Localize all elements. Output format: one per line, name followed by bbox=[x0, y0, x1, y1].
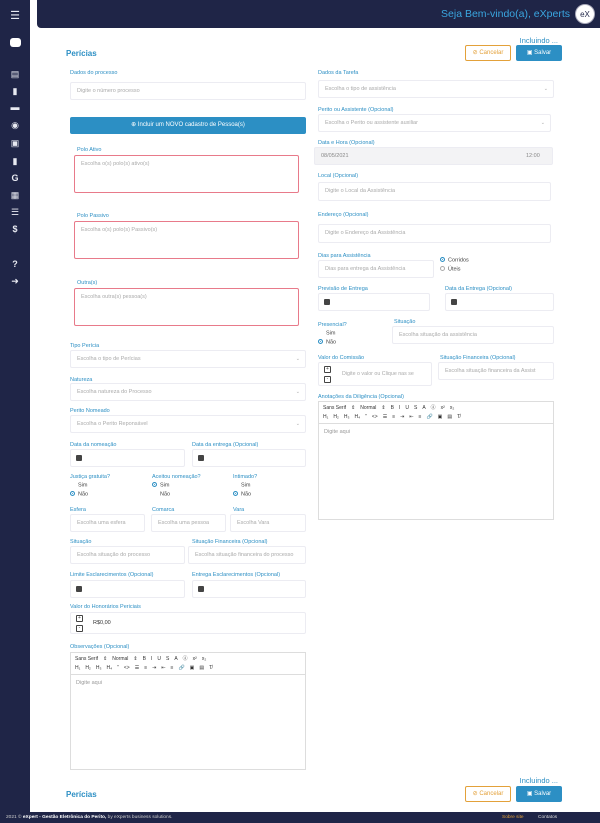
google-icon[interactable]: G bbox=[11, 173, 19, 183]
entrega-esclarecimentos-input[interactable] bbox=[192, 580, 306, 598]
esfera-label: Esfera bbox=[70, 507, 86, 513]
radio-icon bbox=[233, 491, 238, 496]
indent-icon[interactable]: ⇥ bbox=[400, 414, 405, 420]
intimado-nao-radio[interactable] bbox=[233, 491, 251, 498]
tipo-assistencia-select[interactable] bbox=[318, 80, 554, 98]
editor-toolbar: Sans Serif ⇕ Normal ⇕ B I U S A Ⓐ x² x₂ H₁ H₂ H₃ H₄ ” <> ☰ ≡ ⇥ ⇤ ≡ 🔗 ▣ ▤ T̸ bbox=[319, 402, 553, 424]
page-title-bottom: Perícias bbox=[66, 790, 97, 799]
subscript-icon[interactable]: x₂ bbox=[449, 405, 455, 411]
bold-icon[interactable]: B bbox=[142, 656, 146, 662]
local-label: Local (Opcional) bbox=[318, 173, 359, 179]
font-select[interactable]: Sans Serif bbox=[75, 656, 99, 662]
dias-assistencia-input[interactable]: Dias para entrega da Assistência bbox=[318, 260, 434, 278]
calendar-icon bbox=[198, 455, 204, 461]
increment-icon[interactable]: + bbox=[324, 366, 331, 373]
editor-placeholder: Digite aqui bbox=[76, 680, 102, 686]
outras-label: Outra(s) bbox=[77, 280, 98, 286]
book-icon[interactable]: ▮ bbox=[12, 86, 18, 96]
decrement-icon[interactable]: - bbox=[324, 376, 331, 383]
honorarios-input[interactable] bbox=[70, 612, 306, 634]
strike-icon[interactable]: S bbox=[413, 405, 418, 411]
dados-tarefa-label: Dados da Tarefa bbox=[318, 70, 359, 76]
comarca-label: Comarca bbox=[152, 507, 175, 513]
quote-icon[interactable]: ” bbox=[117, 665, 119, 671]
calendar-icon[interactable]: ▣ bbox=[10, 138, 20, 148]
endereco-input[interactable]: Digite o Endereço da Assistência bbox=[318, 224, 551, 243]
chart-icon[interactable]: ▤ bbox=[10, 69, 20, 79]
data-entrega-assist-input[interactable] bbox=[445, 293, 554, 311]
anotacoes-editor[interactable] bbox=[318, 401, 554, 520]
radio-label: Sim bbox=[326, 330, 336, 337]
data-entrega-assist-label: Data da Entrega (Opcional) bbox=[445, 286, 512, 292]
footer-year: 2021 © bbox=[6, 815, 22, 820]
tipo-pericia-select[interactable] bbox=[70, 350, 306, 368]
status-text: Incluindo ... bbox=[519, 36, 558, 45]
link-icon[interactable]: 🔗 bbox=[178, 665, 185, 671]
radio-label: Não bbox=[160, 491, 171, 498]
code-icon[interactable]: <> bbox=[371, 414, 378, 420]
intimado-sim-radio[interactable] bbox=[233, 482, 250, 489]
radio-label: Não bbox=[241, 491, 252, 498]
justica-gratuita-label: Justiça gratuita? bbox=[70, 474, 111, 480]
image-icon[interactable]: ▣ bbox=[437, 414, 443, 420]
aceitou-sim-radio[interactable] bbox=[152, 482, 169, 489]
radio-label: Sim bbox=[78, 482, 88, 489]
color-icon[interactable]: A bbox=[174, 656, 178, 662]
list-icon[interactable]: ☰ bbox=[10, 207, 20, 217]
limite-esclarecimentos-input[interactable] bbox=[70, 580, 185, 598]
data-hora-label: Data e Hora (Opcional) bbox=[318, 140, 375, 146]
dias-assistencia-label: Dias para Assistência bbox=[318, 253, 371, 259]
editor-placeholder: Digite aqui bbox=[324, 429, 350, 435]
top-bar bbox=[37, 0, 600, 28]
h4-icon[interactable]: H₄ bbox=[354, 414, 361, 420]
radio-icon bbox=[70, 482, 75, 487]
link-icon[interactable]: 🔗 bbox=[426, 414, 433, 420]
natureza-label: Natureza bbox=[70, 377, 93, 383]
polo-passivo-label: Polo Passivo bbox=[77, 213, 109, 219]
h1-icon[interactable]: H₁ bbox=[323, 414, 329, 420]
underline-icon[interactable]: U bbox=[157, 656, 161, 662]
cancel-button-bottom[interactable] bbox=[465, 786, 511, 802]
perito-assistente-value: Escolha o Perito ou assistente auxiliar bbox=[325, 120, 418, 126]
outras-input[interactable]: Escolha outra(s) pessoa(s) bbox=[74, 288, 299, 326]
superscript-icon[interactable]: x² bbox=[192, 656, 197, 662]
clear-format-icon[interactable]: T̸ bbox=[457, 414, 461, 420]
chevron-down-icon: ⌄ bbox=[543, 86, 548, 92]
observacoes-editor[interactable] bbox=[70, 652, 306, 770]
tipo-assistencia-value: Escolha o tipo de assistência bbox=[325, 86, 396, 92]
background-icon[interactable]: Ⓐ bbox=[430, 405, 436, 411]
observacoes-label: Observações (Opcional) bbox=[70, 644, 130, 650]
aceitou-nao-radio[interactable] bbox=[152, 491, 170, 498]
chevron-down-icon: ⌄ bbox=[295, 356, 300, 362]
code-icon[interactable]: <> bbox=[123, 665, 130, 671]
data-hora-input[interactable] bbox=[314, 147, 553, 165]
contact-link[interactable]: Contatos bbox=[538, 815, 558, 820]
save-button-bottom[interactable] bbox=[516, 786, 562, 802]
save-label: Salvar bbox=[534, 50, 552, 56]
valor-comissao-input[interactable] bbox=[318, 362, 432, 386]
situacao-select[interactable]: Escolha situação do processo bbox=[70, 546, 185, 564]
perito-assistente-label: Perito ou Assistente (Opcional) bbox=[318, 107, 394, 113]
superscript-icon[interactable]: x² bbox=[440, 405, 445, 411]
ordered-list-icon[interactable]: ☰ bbox=[382, 414, 388, 420]
calendar-icon bbox=[198, 586, 204, 592]
h4-icon[interactable]: H₄ bbox=[106, 665, 113, 671]
natureza-select[interactable] bbox=[70, 383, 306, 401]
time-value: 12:00 bbox=[526, 153, 540, 159]
size-select[interactable]: Normal bbox=[112, 656, 129, 662]
radio-icon bbox=[152, 491, 157, 496]
uteis-radio[interactable] bbox=[440, 266, 461, 273]
sit-fin-assist-label: Situação Financeira (Opcional) bbox=[440, 355, 516, 361]
video-icon[interactable]: ▤ bbox=[199, 665, 205, 671]
vara-label: Vara bbox=[233, 507, 245, 513]
numero-processo-input[interactable]: Digite o número processo bbox=[70, 82, 306, 100]
save-label: Salvar bbox=[534, 791, 552, 797]
novo-cadastro-button[interactable] bbox=[70, 117, 306, 134]
size-select[interactable]: Normal bbox=[360, 405, 377, 411]
h3-icon[interactable]: H₃ bbox=[343, 414, 350, 420]
situacao-assist-label: Situação bbox=[394, 319, 416, 325]
sidebar bbox=[0, 0, 30, 823]
welcome-text: Seja Bem-vindo(a), eXperts bbox=[441, 8, 570, 20]
strike-icon[interactable]: S bbox=[165, 656, 170, 662]
comarca-select[interactable]: Escolha uma pessoa bbox=[151, 514, 226, 532]
h1-icon[interactable]: H₁ bbox=[75, 665, 81, 671]
calendar-icon bbox=[76, 586, 82, 592]
radio-icon bbox=[233, 482, 238, 487]
polo-passivo-input[interactable]: Escolha o(s) polo(s) Passivo(s) bbox=[74, 221, 299, 259]
avatar[interactable]: eX bbox=[575, 4, 595, 24]
calendar-alt-icon[interactable]: ▦ bbox=[10, 190, 20, 200]
user-icon[interactable]: ◉ bbox=[11, 120, 19, 130]
calendar-icon bbox=[324, 299, 330, 305]
indent-icon[interactable]: ⇥ bbox=[152, 665, 157, 671]
cancel-icon: ⊘ bbox=[472, 791, 480, 797]
date-value: 08/05/2021 bbox=[321, 153, 349, 159]
entrega-esclarecimentos-label: Entrega Esclarecimentos (Opcional) bbox=[192, 572, 281, 578]
anotacoes-label: Anotações da Diligência (Opcional) bbox=[318, 394, 404, 400]
perito-nomeado-label: Perito Nomeado bbox=[70, 408, 110, 414]
local-input[interactable]: Digite o Local da Assistência bbox=[318, 182, 551, 201]
logout-icon[interactable]: ➜ bbox=[11, 276, 19, 286]
dollar-icon[interactable]: $ bbox=[12, 224, 18, 234]
align-icon[interactable]: ≡ bbox=[170, 665, 174, 671]
justica-nao-radio[interactable] bbox=[70, 491, 88, 498]
vara-select[interactable]: Escolha Vara bbox=[230, 514, 306, 532]
previsao-entrega-input[interactable] bbox=[318, 293, 430, 311]
font-select[interactable]: Sans Serif bbox=[323, 405, 347, 411]
radio-icon bbox=[440, 257, 445, 262]
radio-icon bbox=[152, 482, 157, 487]
data-entrega-input[interactable] bbox=[192, 449, 306, 467]
radio-label: Sim bbox=[160, 482, 170, 489]
radio-icon bbox=[440, 266, 445, 271]
novo-cadastro-label: Incluir um NOVO cadastro de Pessoa(s) bbox=[137, 122, 245, 128]
video-icon[interactable]: ▤ bbox=[447, 414, 453, 420]
save-button[interactable] bbox=[516, 45, 562, 61]
situacao-financeira-label: Situação Financeira (Opcional) bbox=[192, 539, 268, 545]
dados-processo-label: Dados do processo bbox=[70, 70, 118, 76]
h3-icon[interactable]: H₃ bbox=[95, 665, 102, 671]
outdent-icon[interactable]: ⇤ bbox=[161, 665, 166, 671]
about-link[interactable]: Sobre site bbox=[502, 815, 524, 820]
endereco-label: Endereço (Opcional) bbox=[318, 212, 369, 218]
radio-label: Não bbox=[78, 491, 89, 498]
footer-by: by eXperts business solutions. bbox=[106, 815, 173, 820]
cancel-label: Cancelar bbox=[479, 50, 504, 56]
sit-fin-assist-select[interactable]: Escolha situação financeira da Assist bbox=[438, 362, 554, 380]
radio-label: Sim bbox=[241, 482, 251, 489]
save-icon: ▣ bbox=[526, 791, 535, 797]
chevron-down-icon: ⌄ bbox=[295, 389, 300, 395]
cancel-button[interactable] bbox=[465, 45, 511, 61]
page-title: Perícias bbox=[66, 49, 97, 58]
polo-ativo-label: Polo Ativo bbox=[77, 147, 102, 153]
radio-label: Corridos bbox=[448, 257, 469, 264]
radio-label: Não bbox=[326, 339, 337, 346]
italic-icon[interactable]: I bbox=[150, 656, 153, 662]
quote-icon[interactable]: ” bbox=[365, 414, 367, 420]
increment-icon[interactable]: + bbox=[76, 615, 83, 622]
corridos-radio[interactable] bbox=[440, 257, 469, 264]
logo-icon[interactable] bbox=[7, 37, 23, 49]
chevron-down-icon: ⌄ bbox=[295, 421, 300, 427]
bed-icon[interactable]: ▬ bbox=[10, 102, 20, 112]
outdent-icon[interactable]: ⇤ bbox=[409, 414, 414, 420]
italic-icon[interactable]: I bbox=[398, 405, 401, 411]
presencial-nao-radio[interactable] bbox=[318, 339, 336, 346]
footer-brand: eXpert - Gestão Eletrônica do Perito, bbox=[22, 815, 107, 820]
calendar-icon bbox=[76, 455, 82, 461]
tipo-pericia-label: Tipo Perícia bbox=[70, 343, 100, 349]
plus-icon: ⊕ bbox=[131, 122, 138, 128]
situacao-assist-select[interactable]: Escolha situação da assistência bbox=[392, 326, 554, 344]
question-icon[interactable]: ? bbox=[12, 259, 18, 269]
esfera-select[interactable]: Escolha uma esfera bbox=[70, 514, 145, 532]
perito-nomeado-value: Escolha o Perito Reponsável bbox=[77, 421, 148, 427]
decrement-icon[interactable]: - bbox=[76, 625, 83, 632]
perito-nomeado-select[interactable] bbox=[70, 415, 306, 433]
ordered-list-icon[interactable]: ☰ bbox=[134, 665, 140, 671]
presencial-label: Presencial? bbox=[318, 322, 347, 328]
radio-icon bbox=[318, 339, 323, 344]
cancel-label: Cancelar bbox=[479, 791, 504, 797]
image-icon[interactable]: ▣ bbox=[189, 665, 195, 671]
save-icon: ▣ bbox=[526, 50, 535, 56]
honorarios-value: R$0,00 bbox=[93, 620, 111, 626]
tipo-pericia-value: Escolha o tipo de Perícias bbox=[77, 356, 141, 362]
perito-assistente-select[interactable] bbox=[318, 114, 551, 132]
previsao-entrega-label: Previsão de Entrega bbox=[318, 286, 368, 292]
chevron-down-icon: ⌄ bbox=[540, 120, 545, 126]
clear-format-icon[interactable]: T̸ bbox=[209, 665, 213, 671]
cancel-icon: ⊘ bbox=[472, 50, 480, 56]
align-icon[interactable]: ≡ bbox=[418, 414, 422, 420]
color-icon[interactable]: A bbox=[422, 405, 426, 411]
bullet-list-icon[interactable]: ≡ bbox=[392, 414, 396, 420]
data-nomeacao-input[interactable] bbox=[70, 449, 185, 467]
polo-ativo-input[interactable]: Escolha o(s) polo(s) ativo(s) bbox=[74, 155, 299, 193]
justica-sim-radio[interactable] bbox=[70, 482, 87, 489]
calendar-icon bbox=[451, 299, 457, 305]
radio-icon bbox=[318, 330, 323, 335]
h2-icon[interactable]: H₂ bbox=[85, 665, 91, 671]
status-text-bottom: Incluindo ... bbox=[519, 776, 558, 785]
h2-icon[interactable]: H₂ bbox=[333, 414, 339, 420]
bullet-list-icon[interactable]: ≡ bbox=[144, 665, 148, 671]
natureza-value: Escolha natureza do Processo bbox=[77, 389, 152, 395]
radio-icon bbox=[70, 491, 75, 496]
document-icon[interactable]: ▮ bbox=[12, 156, 18, 166]
valor-comissao-placeholder: Digite o valor ou Clique nas se bbox=[342, 371, 414, 377]
intimado-label: Intimado? bbox=[233, 474, 258, 480]
menu-icon[interactable]: ☰ bbox=[10, 10, 20, 22]
underline-icon[interactable]: U bbox=[405, 405, 409, 411]
situacao-label: Situação bbox=[70, 539, 92, 545]
data-entrega-label: Data da entrega (Opcional) bbox=[192, 442, 259, 448]
editor-toolbar: Sans Serif ⇕ Normal ⇕ B I U S A Ⓐ x² x₂ H₁ H₂ H₃ H₄ ” <> ☰ ≡ ⇥ ⇤ ≡ 🔗 ▣ ▤ T̸ bbox=[71, 653, 305, 675]
situacao-financeira-select[interactable]: Escolha situação financeira do processo bbox=[188, 546, 306, 564]
footer bbox=[0, 812, 600, 823]
background-icon[interactable]: Ⓐ bbox=[182, 656, 188, 662]
honorarios-label: Valor do Honorários Periciais bbox=[70, 604, 141, 610]
subscript-icon[interactable]: x₂ bbox=[201, 656, 207, 662]
data-nomeacao-label: Data da nomeação bbox=[70, 442, 117, 448]
aceitou-nomeacao-label: Aceitou nomeação? bbox=[152, 474, 201, 480]
bold-icon[interactable]: B bbox=[390, 405, 394, 411]
presencial-sim-radio[interactable] bbox=[318, 330, 335, 337]
valor-comissao-label: Valor do Comissão bbox=[318, 355, 365, 361]
limite-esclarecimentos-label: Limite Esclarecimentos (Opcional) bbox=[70, 572, 154, 578]
radio-label: Úteis bbox=[448, 266, 461, 273]
